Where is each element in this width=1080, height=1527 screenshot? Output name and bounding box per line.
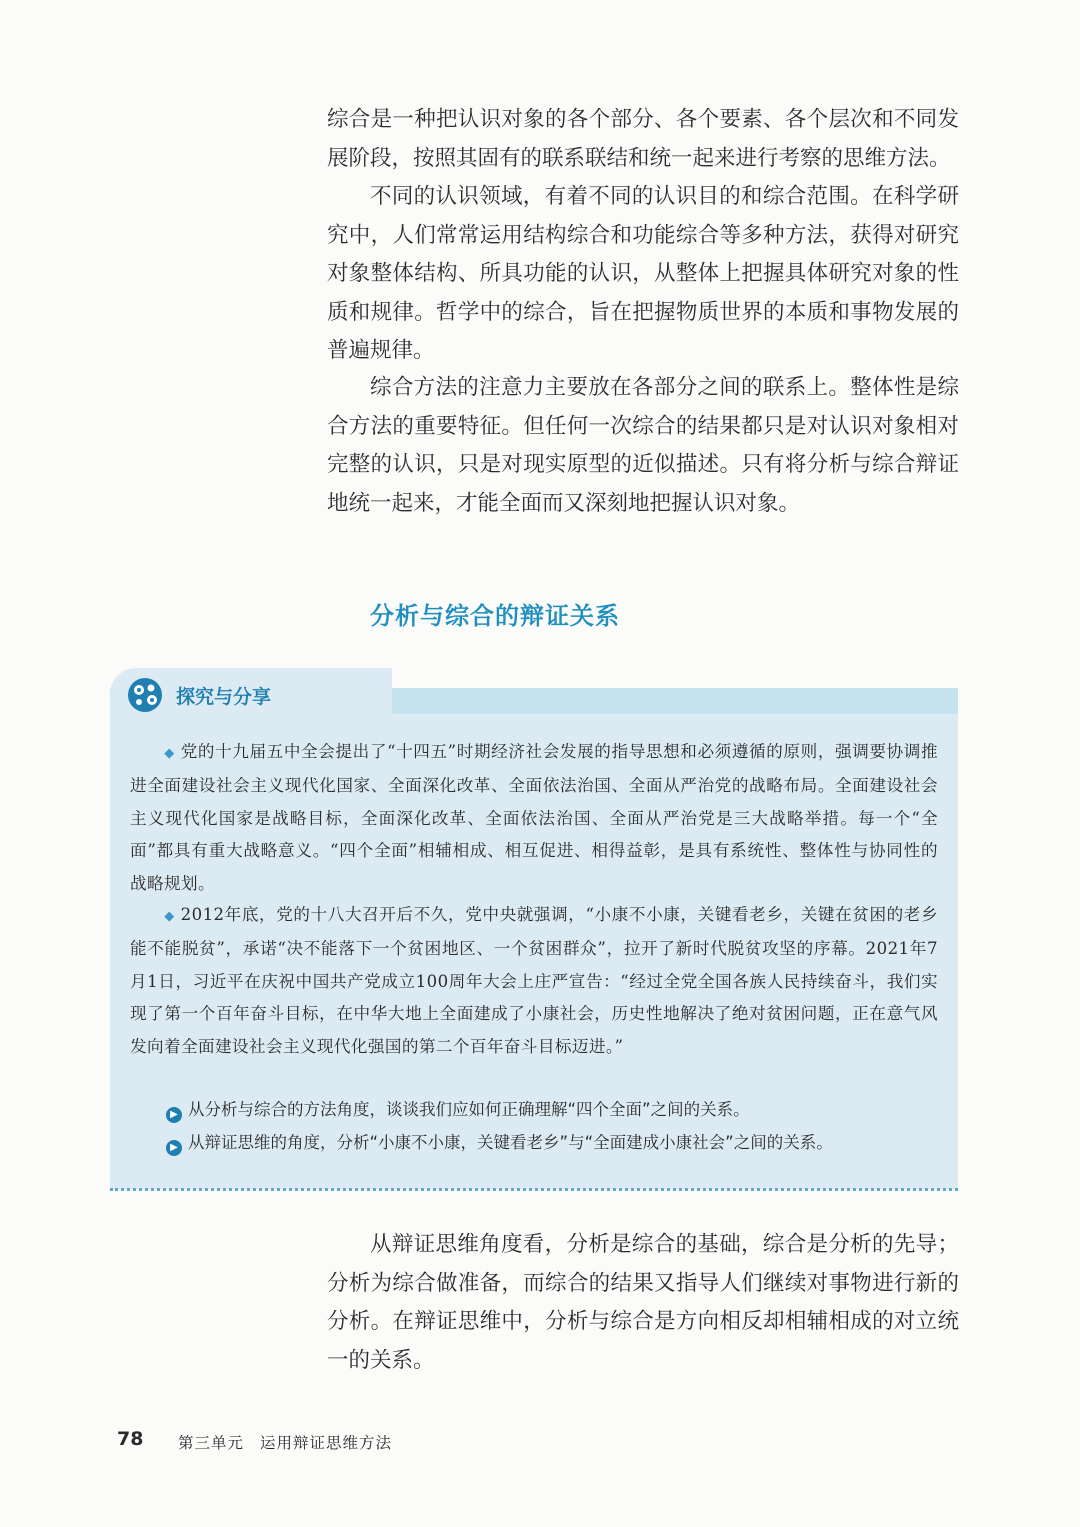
bullet-diamond-icon: ◆ — [164, 746, 175, 761]
unit-name: 第三单元 — [178, 1434, 245, 1452]
question-2: ▶ 从辩证思维的角度，分析“小康不小康，关键看老乡”与“全面建成小康社会”之间的关系。 — [166, 1132, 946, 1156]
box-label: 探究与分享 — [176, 686, 272, 708]
paragraph-synthesis-fields: 不同的认识领域，有着不同的认识目的和综合范围。在科学研究中，人们常常运用结构综合和功能综合等多种方法，获得对研究对象整体结构、所具功能的认识，从整体上把握具体研究对象的性质和规律。哲学中的综合，旨在把握物质世界的本质和事物发展的普遍规律。 — [327, 184, 959, 363]
box-item-poverty-alleviation: ◆ 2012年底，党的十八大召开后不久，党中央就强调，“小康不小康，关键看老乡，关键在贫困的老乡能不能脱贫”，承诺“决不能落下一个贫困地区、一个贫困群众”，拉开了新时代脱贫攻坚的序幕。2021年7月1日，习近平在庆祝中国共产党成立100周年大会上庄严宣告：“经过全党全国各族人民持续奋斗，我们实现了第一个百年奋斗目标，在中华大地上全面建成了小康社会，历史性地解决了绝对贫困问题，正在意气风发向着全面建设社会主义现代化强国的第二个百年奋斗目标迈进。” — [130, 905, 938, 1056]
explore-share-icon — [126, 676, 164, 714]
arrow-right-icon: ▶ — [166, 1140, 182, 1156]
page-number: 78 — [117, 1428, 144, 1450]
box-item-four-comprehensives: ◆ 党的十九届五中全会提出了“十四五”时期经济社会发展的指导思想和必须遵循的原则，强调要协调推进全面建设社会主义现代化国家、全面深化改革、全面依法治国、全面从严治党的战略布局。全面建设社会主义现代化国家是战略目标，全面深化改革、全面依法治国、全面从严治党是三大战略举措。每一个“全面”都具有重大战略意义。“四个全面”相辅相成、相互促进、相得益彰，是具有系统性、整体性与协同性的战略规划。 — [130, 742, 938, 893]
paragraph-synthesis-features: 综合方法的注意力主要放在各部分之间的联系上。整体性是综合方法的重要特征。但任何一次综合的结果都只是对认识对象相对完整的认识，只是对现实原型的近似描述。只有将分析与综合辩证地统一起来，才能全面而又深刻地把握认识对象。 — [327, 375, 959, 516]
running-footer — [178, 1431, 392, 1453]
section-title: 分析与综合的辩证关系 — [370, 602, 620, 630]
paragraph-synthesis-definition: 综合是一种把认识对象的各个部分、各个要素、各个层次和不同发展阶段，按照其固有的联系联结和统一起来进行考察的思维方法。 — [327, 107, 959, 171]
paragraph-dialectical-relation: 从辩证思维角度看，分析是综合的基础，综合是分析的先导；分析为综合做准备，而综合的结果又指导人们继续对事物进行新的分析。在辩证思维中，分析与综合是方向相反却相辅相成的对立统一的关系。 — [327, 1232, 959, 1373]
arrow-right-icon: ▶ — [166, 1107, 182, 1123]
bullet-diamond-icon: ◆ — [164, 909, 175, 924]
question-1: ▶ 从分析与综合的方法角度，谈谈我们应如何正确理解“四个全面”之间的关系。 — [166, 1099, 946, 1123]
box-dotted-divider — [110, 1188, 958, 1191]
unit-title: 运用辩证思维方法 — [260, 1434, 393, 1452]
